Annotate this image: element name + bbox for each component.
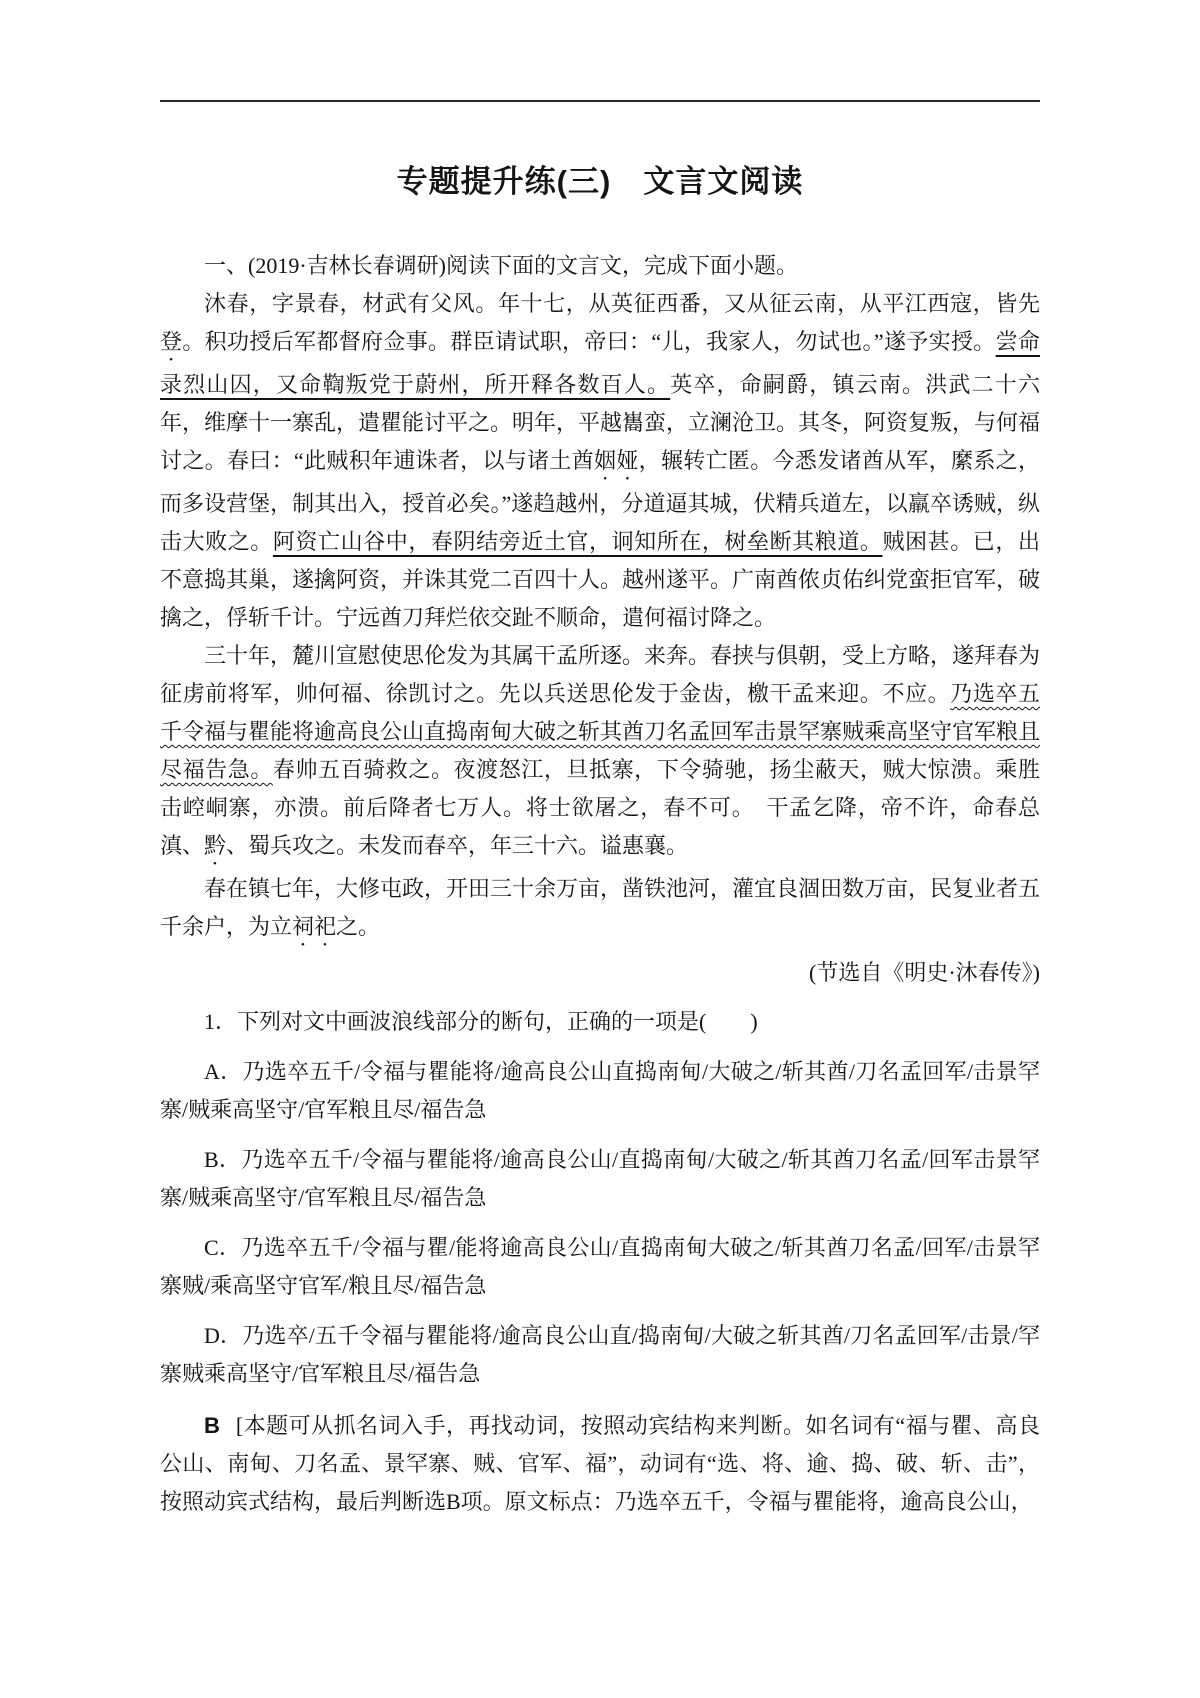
question-1-stem: 1．下列对文中画波浪线部分的断句，正确的一项是( ) [204, 1009, 758, 1034]
answer-explanation: [本题可从抓名词入手，再找动词，按照动宾结构来判断。如名词有“福与瞿、高良公山、南甸、刀名孟、景罕寨、贼、官军、福”，动词有“选、将、逾、捣、破、斩、击”，按照动宾式结构，最后判断选B项。原文标点：乃选卒五千，令福与瞿能将，逾高良公山， [160, 1413, 1040, 1514]
passage-text: 沐春，字景春，材武有父风。年十七，从英征西番，又从征云南，从平江西寇，皆先 [204, 291, 1040, 316]
passage-text: 、蜀兵攻之。未发而春卒，年三十六。谥惠襄。 [226, 833, 689, 858]
question-1-option-c: C．乃选卒五千/令福与瞿/能将逾高良公山/直捣南甸大破之/斩其酋刀名孟/回军/击景罕寨贼/乘高坚守官军/粮且尽/福告急 [160, 1235, 1040, 1298]
underlined-segment-1: 尝命录烈山囚，又命鞫叛党于蔚州，所开释各数百人。 [160, 329, 1040, 397]
worksheet-title: 专题提升练(三) 文言文阅读 [396, 164, 804, 199]
passage-intro: 一、(2019·吉林长春调研)阅读下面的文言文，完成下面小题。 [204, 253, 798, 278]
passage-paragraph-3 [160, 870, 1040, 951]
emphasized-word: 姻娅 [594, 448, 639, 473]
passage-text: 春在镇七年，大修屯政，开田三十余万亩，凿铁池河，灌宜良涸田数万亩，民复业者五千余户，为立 [160, 876, 1041, 939]
wavy-underlined-segment: 乃选卒五千令福与瞿能将逾高良公山直捣南甸大破之斩其酋刀名孟回军击景罕寨贼乘高坚守官军粮且尽福告急。 [160, 681, 1041, 782]
passage-paragraph-1 [160, 285, 1040, 637]
passage-text: 之。 [336, 914, 381, 939]
passage-paragraph-2 [160, 637, 1040, 870]
emphasized-word: 黔 [204, 833, 227, 858]
emphasized-word: 祠祀 [292, 914, 337, 939]
question-1-option-a: A．乃选卒五千/令福与瞿能将/逾高良公山直捣南甸/大破之/斩其酋/刀名孟回军/击景罕寨/贼乘高坚守/官军粮且尽/福告急 [160, 1059, 1040, 1122]
source-attribution: (节选自《明史·沐春传》) [809, 960, 1040, 985]
question-1-option-d: D．乃选卒/五千令福与瞿能将/逾高良公山直/捣南甸/大破之斩其酋/刀名孟回军/击景/罕寨贼乘高坚守/官军粮且尽/福告急 [160, 1323, 1040, 1386]
question-1-option-b: B．乃选卒五千/令福与瞿能将/逾高良公山/直捣南甸/大破之/斩其酋刀名孟/回军击景罕寨/贼乘高坚守/官军粮且尽/福告急 [160, 1147, 1040, 1210]
passage-text: 三十年，麓川宣慰使思伦发为其属干孟所逐。来奔。春挟与俱朝，受上方略，遂拜春为征虏前将军，帅何福、徐凯讨之。先以兵送思伦发于金齿，檄干孟来迎。不应。 [160, 643, 1041, 706]
question-1-answer [160, 1407, 1040, 1521]
passage-text: 英卒，命嗣爵，镇云南。洪武二十六年，维摩十一寨乱，遣瞿能讨平之。明年，平越巂蛮，立澜沧卫。其冬，阿资复叛，与何福讨之。春曰：“此贼积年逋诛者，以与诸土酋 [160, 372, 1041, 473]
passage-text: 春帅五百骑救之。夜渡怒江，旦抵寨，下令骑驰，扬尘蔽天，贼大惊溃。乘胜击崆峒寨，亦溃。前后降者七万人。将士欲屠之，春不可。 干孟乞降，帝不许，命春总滇、 [160, 757, 1040, 858]
emphasized-word: 登 [160, 329, 183, 354]
passage-text: 。积功授后军都督府佥事。群臣请试职，帝曰：“儿，我家人，勿试也。”遂予实授。 [182, 329, 996, 354]
answer-letter: B [204, 1413, 220, 1438]
underlined-segment-2: 阿资亡山谷中，春阴结旁近土官，诇知所在，树垒断其粮道。 [272, 529, 883, 554]
passage-text: ，辗转亡匿。今悉发诸酋从军，縻系之，而多设营堡，制其出入，授首必矣。”遂趋越州，分道逼其城，伏精兵道左，以羸卒诱贼，纵击大败之。 [160, 448, 1040, 554]
passage-text: 贼困甚。已，出不意捣其巢，遂擒阿资，并诛其党二百四十人。越州遂平。广南酋侬贞佑纠党蛮拒官军，破擒之，俘斩千计。宁远酋刀拜烂依交趾不顺命，遣何福讨降之。 [160, 529, 1041, 630]
top-divider [160, 100, 1040, 102]
